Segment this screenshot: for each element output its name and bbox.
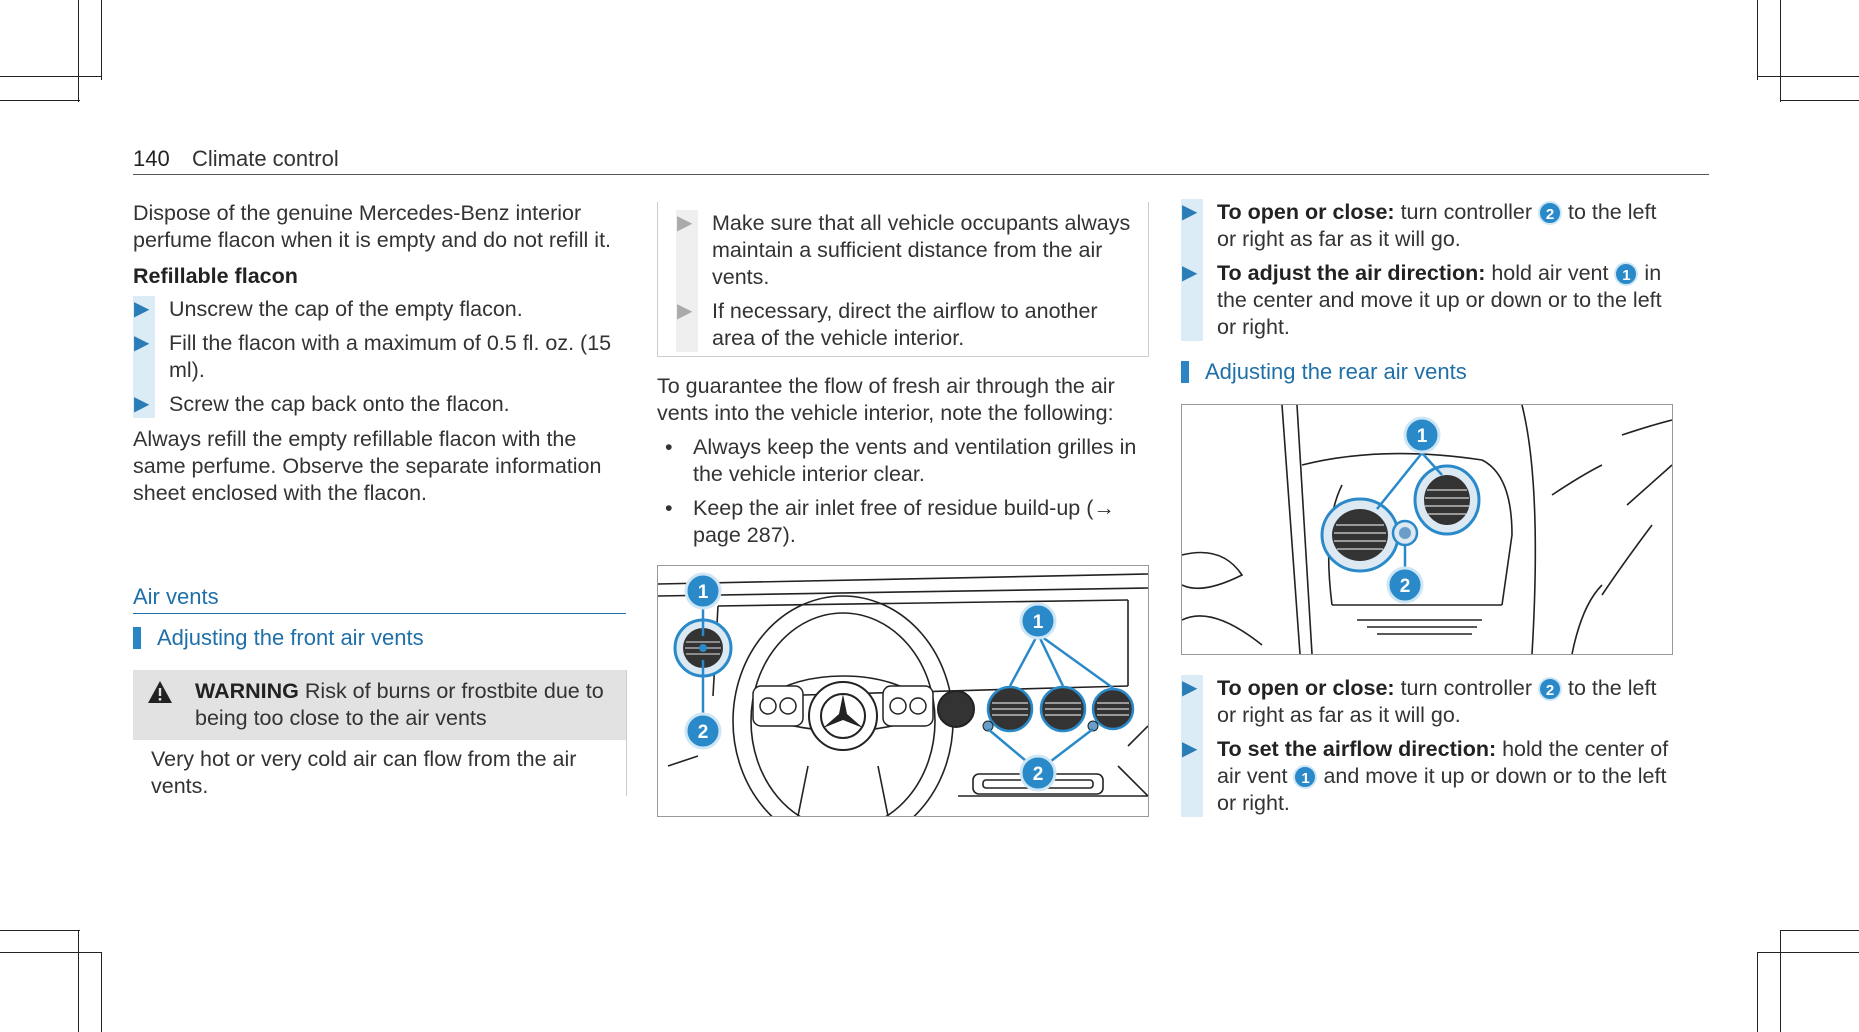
svg-text:1: 1 xyxy=(1032,612,1044,633)
rear-vents-illustration xyxy=(1181,404,1673,655)
warning-title: Risk of burns or frostbite due to being too close to the air vents xyxy=(195,679,604,730)
callout-badge-1-left xyxy=(686,574,720,608)
step-arrow-icon: ▶ xyxy=(134,393,150,415)
page-number: 140 xyxy=(133,146,170,171)
refill-step: ▶ Unscrew the cap of the empty flacon. xyxy=(134,297,523,321)
rear-left-air-vent xyxy=(1322,499,1398,571)
crop-mark xyxy=(0,76,102,77)
bullet-item: • Keep the air inlet free of residue build-up (→ page 287). xyxy=(665,496,1115,547)
bullet-item: • Always keep the vents and ventilation grilles in the vehicle interior clear. xyxy=(665,435,1137,486)
crop-mark xyxy=(1780,0,1781,102)
rear-right-air-vent xyxy=(1415,466,1479,534)
step-arrow-icon: ▶ xyxy=(677,300,693,322)
warning-label: WARNING xyxy=(195,679,299,703)
bullet-dot: • xyxy=(665,435,673,459)
refillable-flacon-heading: Refillable flacon xyxy=(133,264,298,288)
flacon-disposal-text: Dispose of the genuine Mercedes-Benz interior perfume flacon when it is empty and do not refill it. xyxy=(133,201,612,252)
crop-mark xyxy=(0,930,80,931)
center-air-vents xyxy=(938,687,1133,731)
subsection-front-air-vents: Adjusting the front air vents xyxy=(133,625,424,651)
heading-marker xyxy=(1181,361,1189,383)
warning-icon xyxy=(147,680,173,711)
step-arrow-icon: ▶ xyxy=(134,332,150,354)
step-arrow-icon: ▶ xyxy=(1182,677,1198,699)
callout-badge-1-center xyxy=(1021,604,1055,638)
column-2 xyxy=(657,373,1149,549)
warning-step: ▶ Make sure that all vehicle occupants always maintain a sufficient distance from the air vents. xyxy=(677,211,1131,289)
subsection-rear-air-vents: Adjusting the rear air vents xyxy=(1181,359,1467,385)
crop-mark xyxy=(101,0,102,80)
rear-controller xyxy=(1393,521,1417,545)
svg-text:2: 2 xyxy=(697,722,709,743)
rear-vent-step: ▶ To open or close: turn controller 2 to the left or right as far as it will go. xyxy=(1182,676,1657,727)
warning-box xyxy=(133,670,627,796)
column-1 xyxy=(133,200,626,507)
heading-marker xyxy=(133,627,141,649)
fresh-air-intro: To guarantee the flow of fresh air through the air vents into the vehicle interior, note the following: xyxy=(657,374,1115,425)
air-vent-1-badge: 1 xyxy=(1614,262,1638,286)
section-title-air-vents: Air vents xyxy=(133,584,626,614)
front-vent-step: ▶ To open or close: turn controller 2 to the left or right as far as it will go. xyxy=(1182,200,1657,251)
crop-mark xyxy=(0,100,80,101)
crop-mark xyxy=(1780,100,1859,101)
front-vent-steps xyxy=(1181,199,1673,341)
bullet-dot: • xyxy=(665,496,673,520)
crop-mark xyxy=(1757,76,1859,77)
svg-text:1: 1 xyxy=(1416,426,1428,447)
crop-mark xyxy=(78,930,79,1032)
warning-continuation-box xyxy=(657,202,1149,357)
svg-text:2: 2 xyxy=(1399,576,1411,597)
svg-text:1: 1 xyxy=(697,582,709,603)
crop-mark xyxy=(1757,952,1859,953)
rear-callout-badge-2 xyxy=(1388,568,1422,602)
controller-2-badge: 2 xyxy=(1538,677,1562,701)
crop-mark xyxy=(1780,930,1859,931)
crop-mark xyxy=(1780,930,1781,1032)
crop-mark xyxy=(1757,952,1758,1032)
crop-mark xyxy=(101,952,102,1032)
warning-header xyxy=(133,670,626,740)
page-title: Climate control xyxy=(192,146,339,171)
refill-steps xyxy=(133,296,626,418)
crop-mark xyxy=(0,952,102,953)
front-vent-step: ▶ To adjust the air direction: hold air vent 1 in the center and move it up or down or to the left or right. xyxy=(1182,261,1662,339)
refill-note: Always refill the empty refillable flacon with the same perfume. Observe the separate information sheet enclosed with the flacon. xyxy=(133,427,602,505)
rear-vent-step: ▶ To set the airflow direction: hold the center of air vent 1 and move it up or down or to the left or right. xyxy=(1182,737,1669,815)
rear-vent-steps xyxy=(1181,675,1673,817)
refill-step: ▶ Screw the cap back onto the flacon. xyxy=(134,392,510,416)
warning-step: ▶ If necessary, direct the airflow to another area of the vehicle interior. xyxy=(677,299,1098,350)
crop-mark xyxy=(78,0,79,102)
front-vents-illustration xyxy=(657,565,1149,817)
callout-badge-2-left xyxy=(686,714,720,748)
page-header xyxy=(133,146,1709,175)
svg-text:2: 2 xyxy=(1032,764,1044,785)
step-arrow-icon: ▶ xyxy=(134,298,150,320)
air-vent-1-badge: 1 xyxy=(1293,765,1317,789)
step-arrow-icon: ▶ xyxy=(677,212,693,234)
column-3 xyxy=(1181,199,1673,341)
column-3-rear-steps xyxy=(1181,675,1673,817)
callout-badge-2-center xyxy=(1021,756,1055,790)
crop-mark xyxy=(1757,0,1758,80)
controller-2-badge: 2 xyxy=(1538,201,1562,225)
rear-callout-badge-1 xyxy=(1405,418,1439,452)
warning-body: Very hot or very cold air can flow from the air vents. xyxy=(151,747,577,798)
warning-steps xyxy=(676,210,1136,352)
step-arrow-icon: ▶ xyxy=(1182,201,1198,223)
step-arrow-icon: ▶ xyxy=(1182,738,1198,760)
step-arrow-icon: ▶ xyxy=(1182,262,1198,284)
refill-step: ▶ Fill the flacon with a maximum of 0.5 fl. oz. (15 ml). xyxy=(134,331,612,382)
